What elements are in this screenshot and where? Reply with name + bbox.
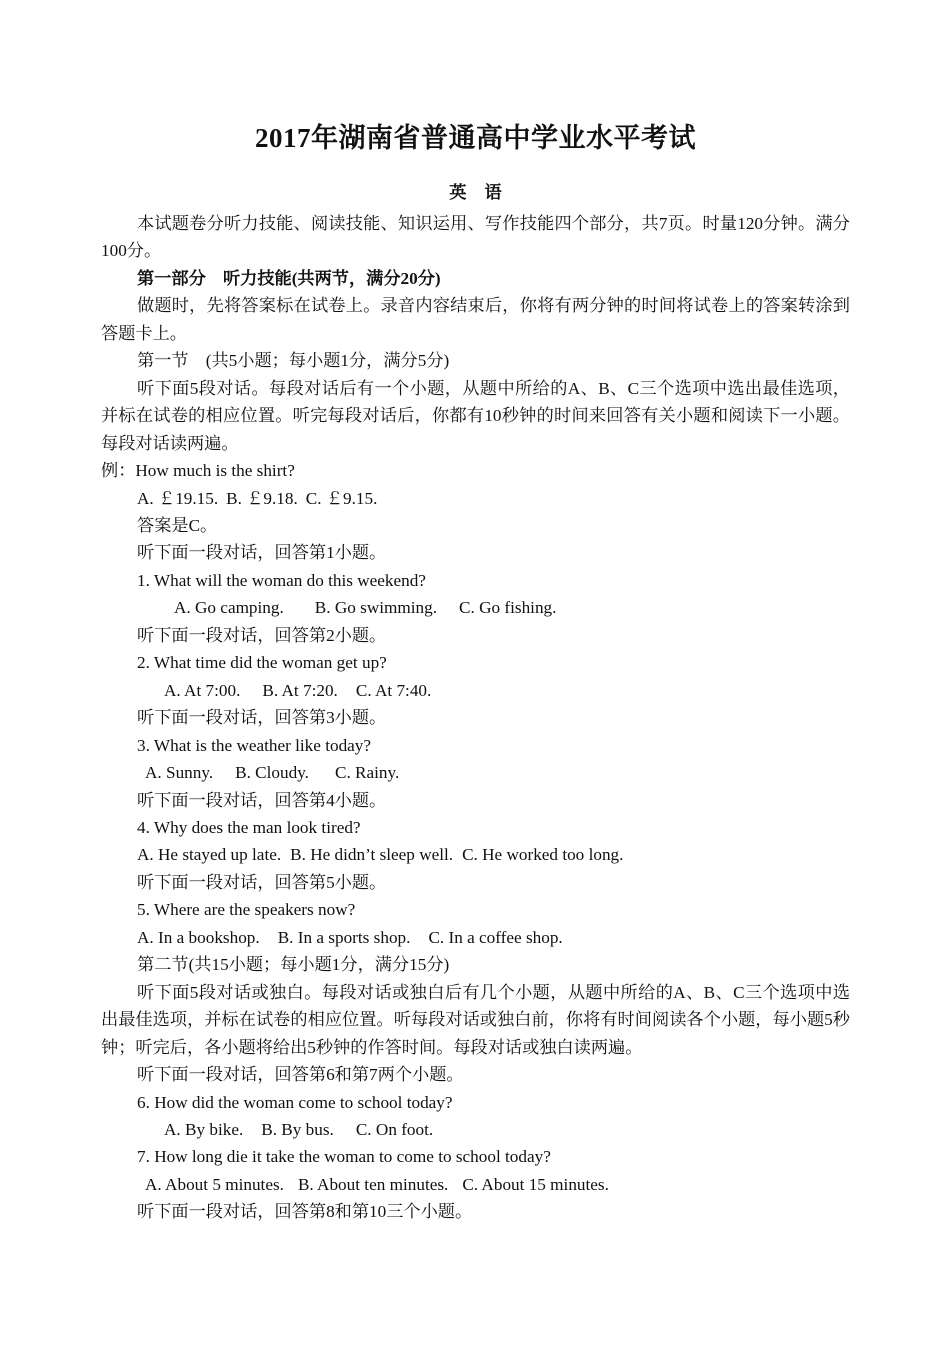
question-options [101,759,850,786]
option: A. Go camping. [174,598,284,618]
section1-heading: 第一节 (共5小题；每小题1分，满分5分) [137,351,450,371]
option: A. ￡19.15. [137,488,219,508]
listening-prompt: 听下面一段对话，回答第2小题。 [137,625,387,645]
option: B. Go swimming. [314,598,438,618]
option: B. About ten minutes. [297,1174,449,1194]
example-options [101,485,850,512]
question: 5. Where are the speakers now? [137,900,356,920]
option: C. About 15 minutes. [462,1174,609,1194]
example-question [101,457,850,484]
option: A. At 7:00. [164,680,241,700]
subject-heading: 英语 [449,183,520,202]
example-question-text: How much is the shirt? [135,461,295,481]
option: B. ￡9.18. [226,488,298,508]
option: A. About 5 minutes. [145,1174,284,1194]
listening-prompt: 听下面一段对话，回答第1小题。 [137,543,387,563]
option: C. Rainy. [334,763,400,783]
section2-instruction: 听下面5段对话或独白。每段对话或独白后有几个小题，从题中所给的A、B、C三个选项中选出最佳选项，并标在试卷的相应位置。听每段对话或独白前，你将有时间阅读各个小题，每小题5秒钟；听完后，各小题将给出5秒钟的作答时间。每段对话或独白读两遍。 [101,982,850,1057]
option: C. At 7:40. [355,680,432,700]
option: B. At 7:20. [262,680,338,700]
question: 3. What is the weather like today? [137,735,372,755]
question: 1. What will the woman do this weekend? [137,570,426,590]
option: C. He worked too long. [462,845,624,865]
listening-prompt: 听下面一段对话，回答第3小题。 [137,708,387,728]
example-answer: 答案是C。 [137,515,218,535]
question: 7. How long die it take the woman to come to school today? [137,1147,551,1167]
section1-instruction: 听下面5段对话。每段对话后有一个小题，从题中所给的A、B、C三个选项中选出最佳选项，并标在试卷的相应位置。听完每段对话后，你都有10秒钟的时间来回答有关小题和阅读下一小题。每段对话读两遍。 [101,378,850,453]
option: B. By bus. [261,1119,334,1139]
listening-prompt: 听下面一段对话，回答第4小题。 [137,790,387,810]
question-options [101,594,850,621]
option: A. He stayed up late. [137,845,282,865]
option: B. In a sports shop. [277,927,411,947]
question-options [101,1116,850,1143]
intro-paragraph: 本试题卷分听力技能、阅读技能、知识运用、写作技能四个部分，共7页。时量120分钟。满分100分。 [101,214,850,261]
option: B. Cloudy. [235,763,309,783]
listening-prompt: 听下面一段对话，回答第5小题。 [137,872,387,892]
option: B. He didn’t sleep well. [290,845,454,865]
part1-heading: 第一部分 听力技能(共两节，满分20分) [137,268,441,288]
section2-heading: 第二节(共15小题；每小题1分，满分15分) [137,955,450,975]
option: A. Sunny. [145,763,214,783]
option: C. In a coffee shop. [428,927,563,947]
exam-title: 2017年湖南省普通高中学业水平考试 [255,123,696,153]
listening-prompt: 听下面一段对话，回答第6和第7两个小题。 [137,1065,464,1085]
option: C. On foot. [355,1119,434,1139]
example-label: 例： [101,461,136,481]
question: 6. How did the woman come to school today? [137,1092,453,1112]
question-options [101,677,850,704]
listening-prompt: 听下面一段对话，回答第8和第10三个小题。 [137,1202,473,1222]
option: A. By bike. [164,1119,244,1139]
question-options [101,924,850,951]
option: A. In a bookshop. [137,927,260,947]
option: C. Go fishing. [459,598,557,618]
question: 2. What time did the woman get up? [137,653,387,673]
option: C. ￡9.15. [305,488,378,508]
question: 4. Why does the man look tired? [137,817,361,837]
part1-instruction: 做题时，先将答案标在试卷上。录音内容结束后，你将有两分钟的时间将试卷上的答案转涂到答题卡上。 [101,296,850,343]
question-options [101,841,850,868]
question-options [101,1171,850,1198]
